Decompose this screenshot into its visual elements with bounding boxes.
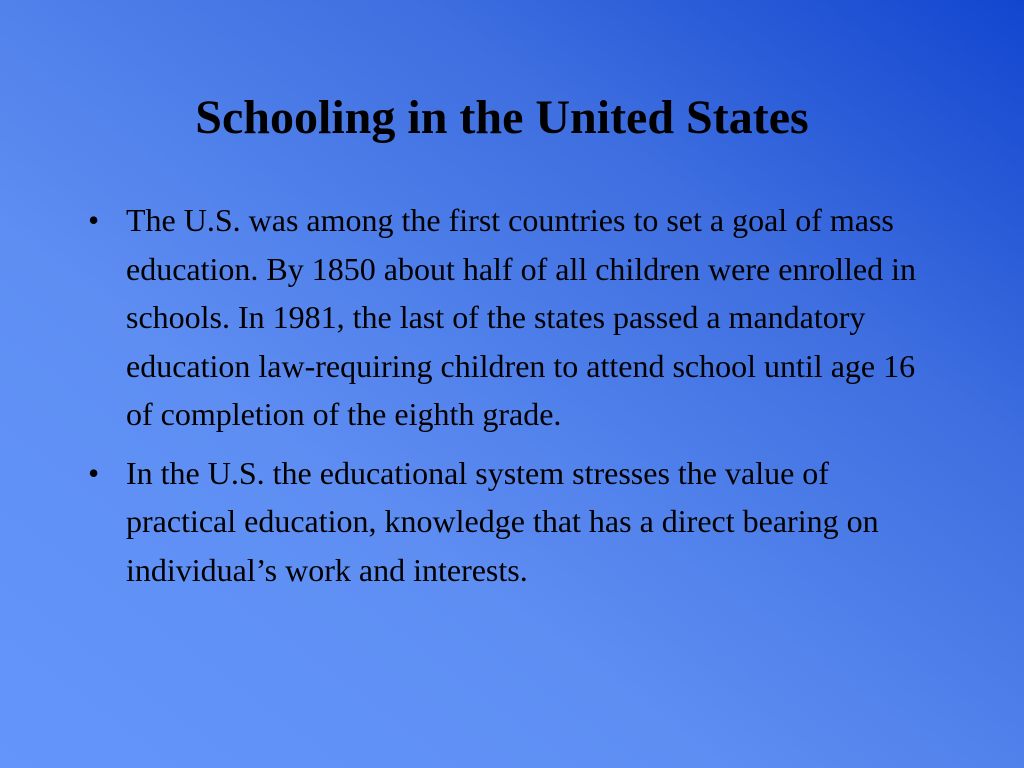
- bullet-icon: •: [88, 454, 100, 491]
- bullet-item: [82, 196, 942, 439]
- bullet-list: [82, 196, 942, 604]
- bullet-text: The U.S. was among the first countries to set a goal of mass education. By 1850 about half of all children were enrolled in schools. In 1981, the last of the states passed a mandatory education law-requiring children to attend school until age 16 of completion of the eighth grade.: [126, 202, 916, 432]
- bullet-item: [82, 449, 942, 595]
- bullet-text: In the U.S. the educational system stresses the value of practical education, knowledge that has a direct bearing on individual’s work and interests.: [126, 454, 879, 588]
- bullet-icon: •: [88, 202, 100, 238]
- slide-title: Schooling in the United States: [195, 91, 809, 144]
